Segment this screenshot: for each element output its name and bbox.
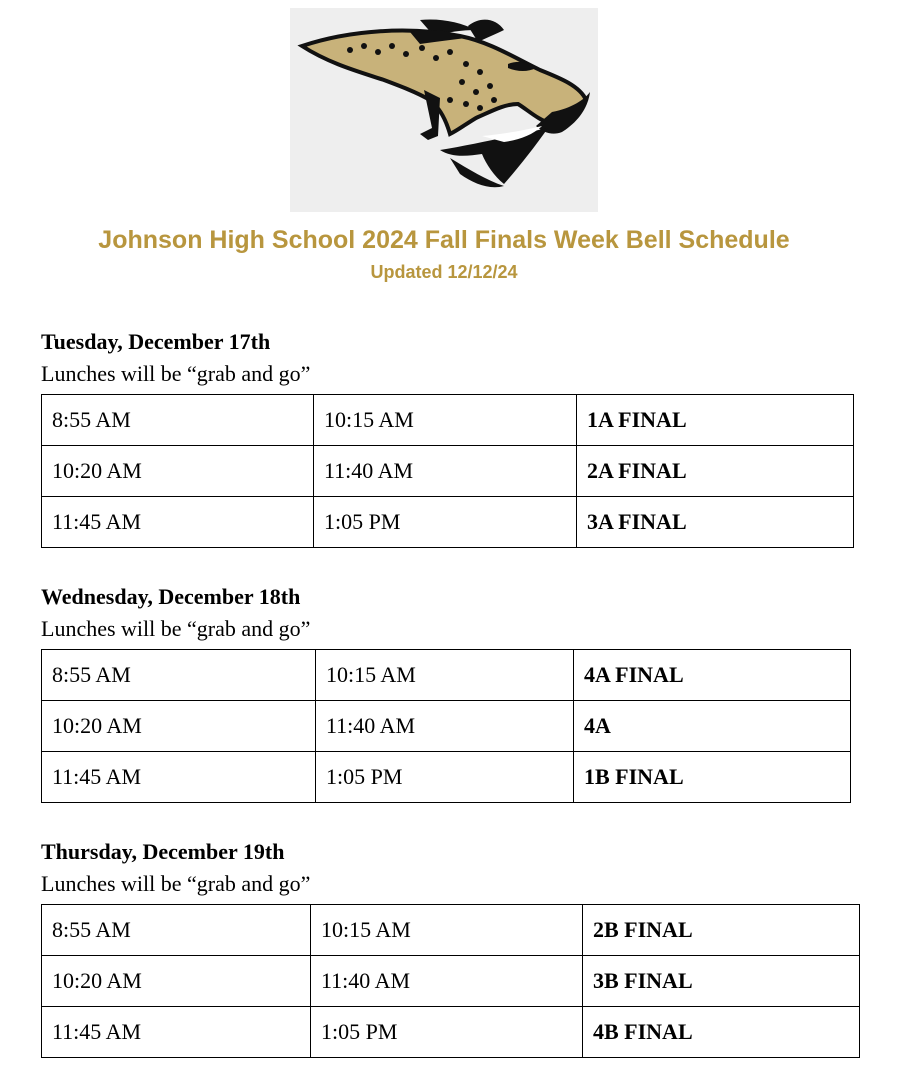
period-label: 2B FINAL — [583, 905, 860, 956]
period-label: 1B FINAL — [574, 752, 851, 803]
start-time: 11:45 AM — [42, 1007, 311, 1058]
start-time: 10:20 AM — [42, 701, 316, 752]
start-time: 11:45 AM — [42, 752, 316, 803]
schedule-table — [41, 904, 860, 1058]
start-time: 10:20 AM — [42, 446, 314, 497]
end-time: 11:40 AM — [316, 701, 574, 752]
start-time: 8:55 AM — [42, 395, 314, 446]
period-label: 3A FINAL — [577, 497, 854, 548]
lunch-note: Lunches will be “grab and go” — [41, 871, 311, 896]
start-time: 11:45 AM — [42, 497, 314, 548]
end-time: 1:05 PM — [314, 497, 577, 548]
table-row — [42, 446, 854, 497]
period-label: 4A — [574, 701, 851, 752]
lunch-note: Lunches will be “grab and go” — [41, 361, 311, 386]
table-row — [42, 395, 854, 446]
period-label: 2A FINAL — [577, 446, 854, 497]
updated-date: Updated 12/12/24 — [370, 262, 518, 282]
period-label: 4A FINAL — [574, 650, 851, 701]
period-label: 1A FINAL — [577, 395, 854, 446]
schedule-table — [41, 394, 854, 548]
end-time: 10:15 AM — [311, 905, 583, 956]
start-time: 10:20 AM — [42, 956, 311, 1007]
table-row — [42, 497, 854, 548]
day-heading: Tuesday, December 17th — [41, 329, 271, 354]
start-time: 8:55 AM — [42, 905, 311, 956]
table-row — [42, 701, 851, 752]
end-time: 11:40 AM — [314, 446, 577, 497]
lunch-note: Lunches will be “grab and go” — [41, 616, 311, 641]
school-logo — [290, 8, 598, 212]
day-heading: Wednesday, December 18th — [41, 584, 301, 609]
end-time: 1:05 PM — [311, 1007, 583, 1058]
day-section-thursday — [41, 838, 860, 1058]
schedule-table — [41, 649, 851, 803]
day-section-tuesday — [41, 328, 854, 548]
period-label: 3B FINAL — [583, 956, 860, 1007]
table-row — [42, 650, 851, 701]
end-time: 10:15 AM — [316, 650, 574, 701]
day-section-wednesday — [41, 583, 851, 803]
end-time: 11:40 AM — [311, 956, 583, 1007]
table-row — [42, 956, 860, 1007]
table-row — [42, 1007, 860, 1058]
day-heading: Thursday, December 19th — [41, 839, 285, 864]
page-title: Johnson High School 2024 Fall Finals Week Bell Schedule — [98, 226, 790, 254]
end-time: 1:05 PM — [316, 752, 574, 803]
end-time: 10:15 AM — [314, 395, 577, 446]
period-label: 4B FINAL — [583, 1007, 860, 1058]
start-time: 8:55 AM — [42, 650, 316, 701]
table-row — [42, 905, 860, 956]
table-row — [42, 752, 851, 803]
jaguar-head-icon — [290, 8, 598, 212]
